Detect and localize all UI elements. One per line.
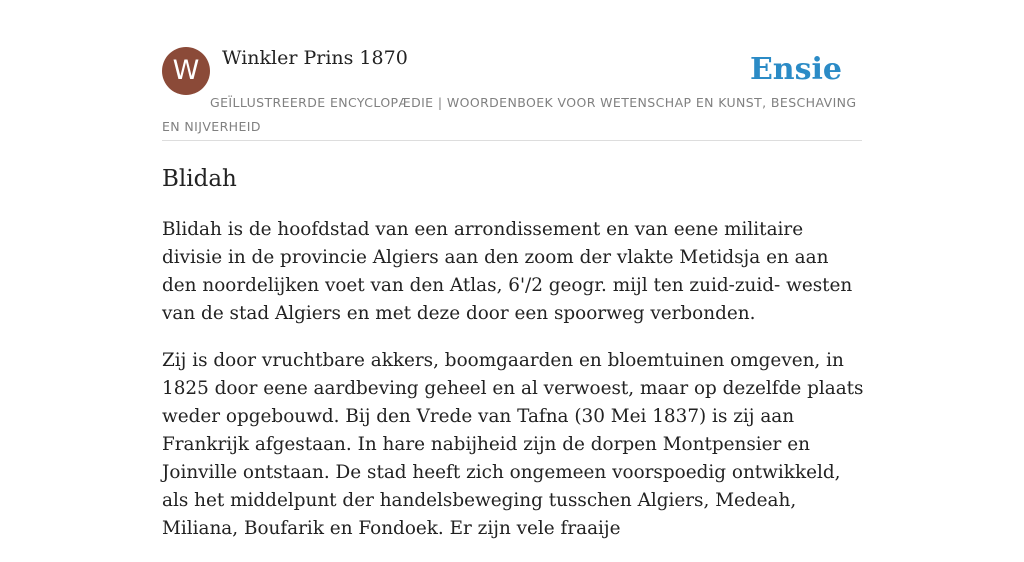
ensie-logo-link[interactable]: Ensie [749, 52, 842, 87]
article-body [162, 216, 868, 562]
source-subtitle: GEÏLLUSTREERDE ENCYCLOPÆDIE | WOORDENBOEK VOOR WETENSCHAP EN KUNST, BESCHAVING EN NIJVERHEID [162, 95, 857, 134]
page-header [162, 46, 862, 141]
article-title: Blidah [162, 166, 237, 192]
source-avatar[interactable]: W [162, 47, 210, 95]
article-paragraph: Zij is door vruchtbare akkers, boomgaarden en bloemtuinen omgeven, in 1825 door eene aardbeving geheel en al verwoest, maar op dezelfde plaats weder opgebouwd. Bij den Vrede van Tafna (30 Mei 1837) is zij aan Frankrijk afgestaan. In hare nabijheid zijn de dorpen Montpensier en Joinville ontstaan. De stad heeft zich ongemeen voorspoedig ontwikkeld, als het middelpunt der handelsbeweging tusschen Algiers, Medeah, Miliana, Boufarik en Fondoek. Er zijn vele fraaije [162, 350, 864, 539]
source-title[interactable]: Winkler Prins 1870 [222, 47, 408, 69]
article-paragraph: Blidah is de hoofdstad van een arrondissement en van eene militaire divisie in de provincie Algiers aan den zoom der vlakte Metidsja en aan den noordelijken voet van den Atlas, 6'/2 geogr. mijl ten zuid-zuid- westen van de stad Algiers en met deze door een spoorweg verbonden. [162, 219, 853, 324]
